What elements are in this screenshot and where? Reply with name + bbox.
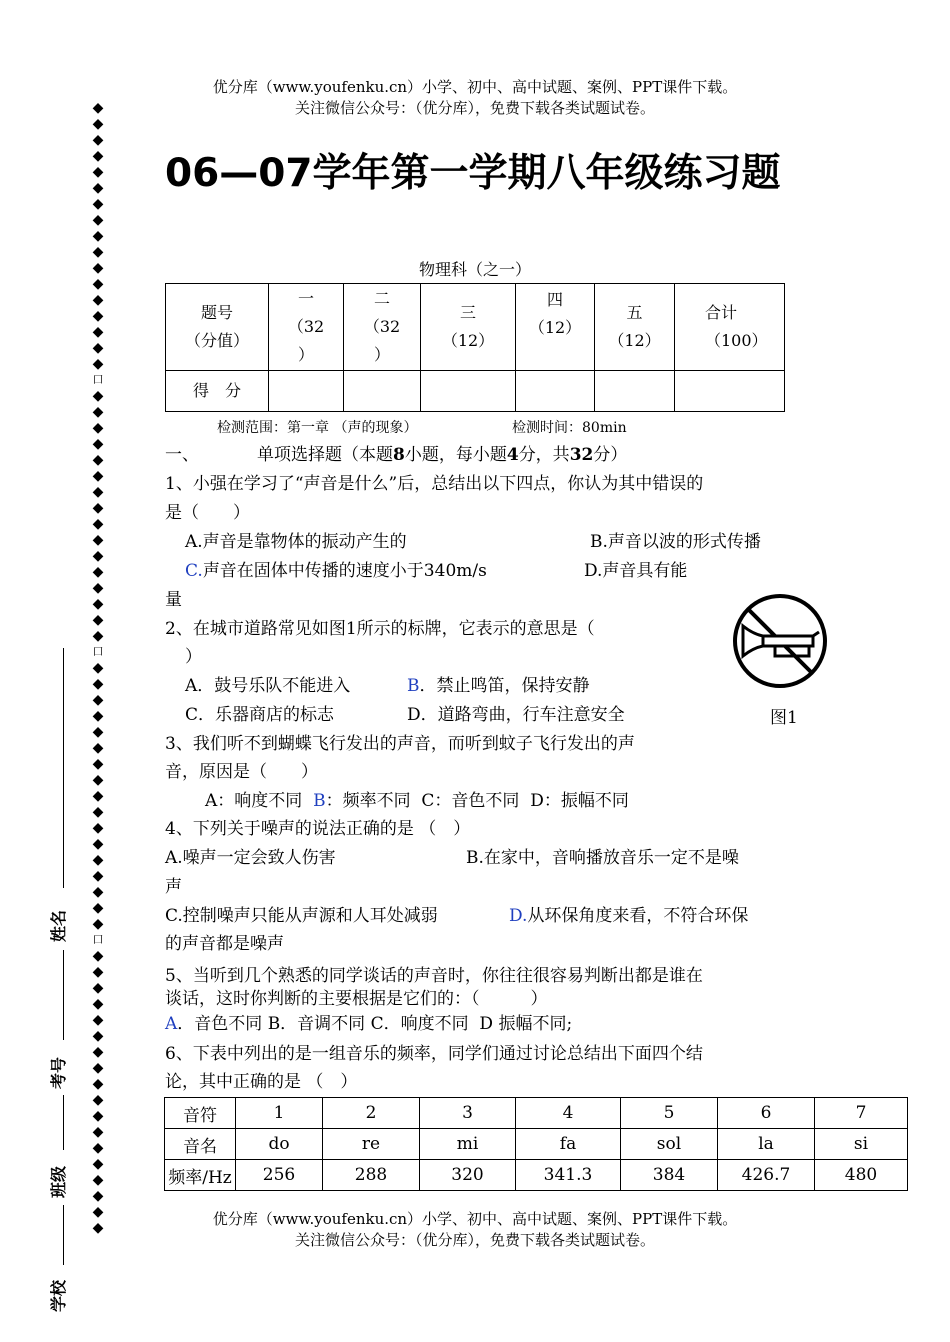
- q1-option-c: C.声音在固体中传播的速度小于340m/s: [185, 561, 487, 581]
- diamond-icon: ◆: [92, 500, 104, 516]
- q2-option-d: D．道路弯曲，行车注意安全: [407, 705, 625, 725]
- score-header-cell: 合计 （100）: [675, 284, 785, 371]
- diamond-icon: ◆: [92, 1076, 104, 1092]
- diamond-icon: ◆: [92, 484, 104, 500]
- table-cell: 320: [420, 1160, 516, 1191]
- diamond-icon: ◆: [92, 1012, 104, 1028]
- q3-options: A：响度不同 B：频率不同 C：音色不同 D：振幅不同: [205, 791, 629, 811]
- diamond-icon: ◆: [92, 260, 104, 276]
- diamond-icon: ◆: [92, 516, 104, 532]
- diamond-icon: ◆: [92, 308, 104, 324]
- diamond-icon: ◆: [92, 292, 104, 308]
- score-header-cell: 五 （12）: [595, 284, 675, 371]
- diamond-icon: ◆: [92, 788, 104, 804]
- table-cell: 5: [621, 1098, 718, 1129]
- diamond-icon: ◆: [92, 196, 104, 212]
- diamond-icon: ◆: [92, 580, 104, 596]
- footer-line-1: 优分库（www.youfenku.cn）小学、初中、高中试题、案例、PPT课件下载。: [212, 1210, 738, 1228]
- diamond-icon: ◆: [92, 148, 104, 164]
- diamond-icon: ◆: [92, 884, 104, 900]
- section-1-heading: 一、 单项选择题（本题8小题，每小题4分，共32分）: [165, 445, 628, 465]
- margin-line: [63, 1205, 64, 1265]
- diamond-icon: ◆: [92, 596, 104, 612]
- score-input-cell: [421, 371, 516, 412]
- diamond-icon: ◆: [92, 244, 104, 260]
- table-cell: 3: [420, 1098, 516, 1129]
- diamond-icon: ◆: [92, 1124, 104, 1140]
- table-cell: 频率/Hz: [165, 1160, 236, 1191]
- diamond-icon: ◆: [92, 100, 104, 116]
- diamond-icon: ◆: [92, 804, 104, 820]
- figure-1-caption: 图1: [770, 708, 798, 728]
- diamond-icon: ◆: [92, 820, 104, 836]
- score-input-cell: [675, 371, 785, 412]
- q5-options: A．音色不同 B．音调不同 C．响度不同 D 振幅不同;: [165, 1014, 573, 1034]
- diamond-icon: ◆: [92, 980, 104, 996]
- diamond-icon: ◆: [92, 676, 104, 692]
- diamond-icon: ◆: [92, 564, 104, 580]
- margin-line: [63, 648, 64, 888]
- diamond-icon: ◆: [92, 708, 104, 724]
- q4-option-a: A.噪声一定会致人伤害: [165, 848, 336, 868]
- diamond-icon: ◆: [92, 692, 104, 708]
- diamond-icon: ◆: [92, 420, 104, 436]
- q5-stem: 5、当听到几个熟悉的同学谈话的声音时，你往往很容易判断出都是谁在: [165, 966, 703, 986]
- table-cell: 341.3: [516, 1160, 621, 1191]
- score-input-cell: [595, 371, 675, 412]
- score-table-score-row: [166, 371, 785, 412]
- table-cell: 288: [323, 1160, 420, 1191]
- table-cell: 1: [236, 1098, 323, 1129]
- diamond-icon: ◆: [92, 452, 104, 468]
- q4-option-b: B.在家中，音响播放音乐一定不是噪: [466, 848, 739, 868]
- table-row: [165, 1129, 908, 1160]
- diamond-icon: ◆: [92, 628, 104, 644]
- page-title: 06—07学年第一学期八年级练习题: [165, 151, 781, 196]
- table-cell: 256: [236, 1160, 323, 1191]
- table-cell: mi: [420, 1129, 516, 1160]
- test-time: 检测时间：80min: [512, 420, 627, 436]
- q1-option-d: D.声音具有能: [584, 561, 688, 581]
- margin-box-marker: 口: [92, 933, 104, 946]
- diamond-icon: ◆: [92, 212, 104, 228]
- diamond-icon: ◆: [92, 852, 104, 868]
- score-header-cell: 四 （12）: [516, 284, 595, 371]
- table-cell: re: [323, 1129, 420, 1160]
- table-cell: 7: [815, 1098, 908, 1129]
- q5-stem-cont: 谈话，这时你判断的主要根据是它们的：（ ）: [165, 989, 548, 1009]
- diamond-icon: ◆: [92, 1140, 104, 1156]
- diamond-icon: ◆: [92, 404, 104, 420]
- score-input-cell: [516, 371, 595, 412]
- q4-option-d: D.从环保角度来看，不符合环保: [509, 906, 749, 926]
- diamond-icon: ◆: [92, 1108, 104, 1124]
- diamond-icon: ◆: [92, 356, 104, 372]
- q4-option-d-cont: 的声音都是噪声: [165, 934, 284, 954]
- header-line-2: 关注微信公众号：（优分库），免费下载各类试题试卷。: [294, 99, 655, 117]
- diamond-icon: ◆: [92, 996, 104, 1012]
- diamond-icon: ◆: [92, 900, 104, 916]
- diamond-icon: ◆: [92, 1172, 104, 1188]
- diamond-icon: ◆: [92, 116, 104, 132]
- score-header-cell: 三 （12）: [421, 284, 516, 371]
- diamond-icon: ◆: [92, 276, 104, 292]
- diamond-icon: ◆: [92, 340, 104, 356]
- q1-option-a: A.声音是靠物体的振动产生的: [185, 532, 407, 552]
- score-input-cell: [269, 371, 344, 412]
- q2-option-b: B．禁止鸣笛，保持安静: [407, 676, 590, 696]
- score-input-cell: [344, 371, 421, 412]
- diamond-icon: ◆: [92, 660, 104, 676]
- diamond-icon: ◆: [92, 756, 104, 772]
- diamond-icon: ◆: [92, 772, 104, 788]
- q2-option-c: C．乐器商店的标志: [185, 705, 335, 725]
- table-cell: si: [815, 1129, 908, 1160]
- table-cell: sol: [621, 1129, 718, 1160]
- diamond-icon: ◆: [92, 868, 104, 884]
- q1-stem-cont: 是（ ）: [165, 503, 250, 523]
- diamond-icon: ◆: [92, 532, 104, 548]
- table-cell: do: [236, 1129, 323, 1160]
- diamond-icon: ◆: [92, 436, 104, 452]
- diamond-icon: ◆: [92, 836, 104, 852]
- q4-stem: 4、下列关于噪声的说法正确的是 （ ）: [165, 819, 471, 839]
- q4-option-b-cont: 声: [165, 877, 182, 897]
- diamond-icon: ◆: [92, 164, 104, 180]
- margin-label-class: 班级: [49, 1165, 68, 1198]
- table-row: [165, 1098, 908, 1129]
- diamond-icon: ◆: [92, 324, 104, 340]
- table-cell: 音符: [165, 1098, 236, 1129]
- q4-option-c: C.控制噪声只能从声源和人耳处减弱: [165, 906, 438, 926]
- score-header-cell: 二 （32 ）: [344, 284, 421, 371]
- margin-box-marker: 口: [92, 373, 104, 386]
- table-cell: 音名: [165, 1129, 236, 1160]
- header-line-1: 优分库（www.youfenku.cn）小学、初中、高中试题、案例、PPT课件下载。: [212, 78, 738, 96]
- margin-line: [63, 1095, 64, 1150]
- diamond-icon: ◆: [92, 388, 104, 404]
- score-header-cell: 一 （32 ）: [269, 284, 344, 371]
- score-header-cell: 题号 （分值）: [166, 284, 269, 371]
- margin-label-school: 学校: [49, 1279, 68, 1312]
- q6-stem: 6、下表中列出的是一组音乐的频率，同学们通过讨论总结出下面四个结: [165, 1044, 703, 1064]
- score-table-header-row: [166, 284, 785, 371]
- q3-stem: 3、我们听不到蝴蝶飞行发出的声音，而听到蚊子飞行发出的声: [165, 734, 635, 754]
- q1-option-d-cont: 量: [165, 590, 182, 610]
- binding-margin-diamonds: [90, 100, 106, 1236]
- table-cell: la: [718, 1129, 815, 1160]
- footer-line-2: 关注微信公众号：（优分库），免费下载各类试题试卷。: [294, 1231, 655, 1249]
- diamond-icon: ◆: [92, 1220, 104, 1236]
- diamond-icon: ◆: [92, 948, 104, 964]
- subtitle: 物理科（之一）: [418, 260, 531, 279]
- table-cell: 4: [516, 1098, 621, 1129]
- table-cell: 480: [815, 1160, 908, 1191]
- table-cell: 2: [323, 1098, 420, 1129]
- q2-stem: 2、在城市道路常见如图1所示的标牌，它表示的意思是（: [165, 619, 595, 639]
- q2-stem-cont: ）: [185, 647, 202, 667]
- diamond-icon: ◆: [92, 964, 104, 980]
- diamond-icon: ◆: [92, 1028, 104, 1044]
- diamond-icon: ◆: [92, 1188, 104, 1204]
- diamond-icon: ◆: [92, 1092, 104, 1108]
- margin-label-name: 姓名: [49, 909, 68, 942]
- test-scope: 检测范围：第一章 （声的现象）: [217, 420, 418, 436]
- diamond-icon: ◆: [92, 548, 104, 564]
- table-cell: fa: [516, 1129, 621, 1160]
- diamond-icon: ◆: [92, 612, 104, 628]
- margin-box-marker: 口: [92, 645, 104, 658]
- diamond-icon: ◆: [92, 916, 104, 932]
- q1-stem: 1、小强在学习了“声音是什么”后，总结出以下四点，你认为其中错误的: [165, 474, 704, 494]
- q1-option-b: B.声音以波的形式传播: [590, 532, 761, 552]
- diamond-icon: ◆: [92, 1156, 104, 1172]
- frequency-table: [164, 1097, 908, 1191]
- table-cell: 384: [621, 1160, 718, 1191]
- diamond-icon: ◆: [92, 1044, 104, 1060]
- diamond-icon: ◆: [92, 1060, 104, 1076]
- diamond-icon: ◆: [92, 180, 104, 196]
- q3-stem-cont: 音，原因是（ ）: [165, 762, 318, 782]
- table-row: [165, 1160, 908, 1191]
- score-table: [165, 283, 785, 412]
- diamond-icon: ◆: [92, 740, 104, 756]
- q6-stem-cont: 论，其中正确的是 （ ）: [165, 1072, 358, 1092]
- diamond-icon: ◆: [92, 724, 104, 740]
- diamond-icon: ◆: [92, 132, 104, 148]
- table-cell: 426.7: [718, 1160, 815, 1191]
- no-horn-sign-icon: [729, 592, 831, 690]
- diamond-icon: ◆: [92, 468, 104, 484]
- table-cell: 6: [718, 1098, 815, 1129]
- margin-label-exam-no: 考号: [49, 1056, 68, 1089]
- diamond-icon: ◆: [92, 1204, 104, 1220]
- q2-option-a: A．鼓号乐队不能进入: [185, 676, 351, 696]
- score-row-label: 得 分: [166, 371, 269, 412]
- diamond-icon: ◆: [92, 228, 104, 244]
- margin-line: [63, 950, 64, 1040]
